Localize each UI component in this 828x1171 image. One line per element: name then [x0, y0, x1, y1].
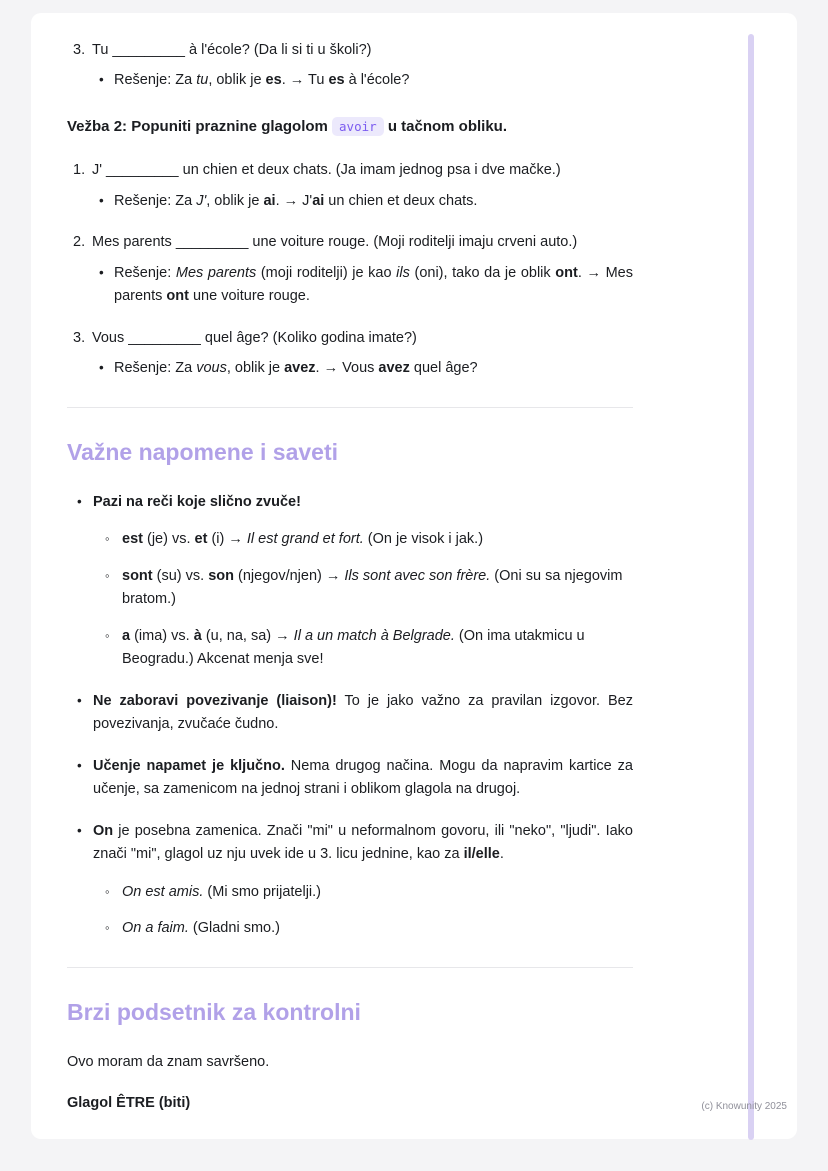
bullet-icon: •: [99, 192, 104, 208]
reminder-intro-text: Ovo moram da znam savršeno.: [67, 1053, 270, 1070]
note-row: [67, 755, 633, 802]
question-text: Vous _________ quel âge? (Koliko godina imate?): [92, 329, 417, 346]
bullet-icon: •: [77, 493, 82, 509]
question-text: Tu _________ à l'école? (Da li si ti u školi?): [92, 42, 372, 58]
bullet-icon: •: [99, 360, 104, 376]
list-number: 1.: [73, 162, 86, 179]
note-text: Ne zaboravi povezivanje (liaison)! To je jako važno za pravilan izgovor. Bez povezivanja, zvučaće čudno.: [93, 692, 633, 733]
question-text: Mes parents _________ une voiture rouge. (Moji roditelji imaju crveni auto.): [92, 234, 578, 251]
exercise2-heading: Vežba 2: Popuniti praznine glagolom avoir u tačnom obliku.: [67, 117, 508, 135]
solution-row: [67, 69, 633, 92]
note-row: [67, 820, 633, 867]
document-card: [31, 13, 797, 1139]
exercise1-item-3: [67, 39, 633, 93]
reminder-section-heading: Brzi podsetnik za kontrolni: [67, 998, 361, 1025]
exercise2-item-1: [67, 159, 633, 213]
section-divider: [67, 967, 633, 968]
note-liaison: [67, 690, 633, 737]
question-text: J' _________ un chien et deux chats. (Ja imam jednog psa i dve mačke.): [92, 162, 561, 179]
bullet-icon: •: [99, 72, 104, 88]
list-number: 3.: [73, 329, 86, 346]
note-row: [67, 690, 633, 737]
note-sub-row: [67, 881, 633, 904]
solution-text: Rešenje: Mes parents (moji roditelji) je kao ils (oni), tako da je oblik ont. → Mes parents ont une voiture rouge.: [114, 264, 633, 305]
note-sub-row: [67, 625, 633, 672]
note-sub-row: [67, 528, 633, 551]
circle-bullet-icon: ◦: [105, 627, 110, 643]
circle-bullet-icon: ◦: [105, 920, 110, 936]
question-row: [67, 39, 633, 62]
bullet-icon: •: [99, 264, 104, 280]
note-memorize: [67, 755, 633, 802]
exercise2-item-2: [67, 231, 633, 308]
note-sub-text: On a faim. (Gladni smo.): [122, 920, 280, 937]
note-sub-row: [67, 917, 633, 940]
question-row: [67, 327, 633, 350]
solution-text: Rešenje: Za vous, oblik je avez. → Vous avez quel âge?: [114, 360, 478, 377]
circle-bullet-icon: ◦: [105, 531, 110, 547]
note-sub-row: [67, 565, 633, 612]
note-sub-text: est (je) vs. et (i) → Il est grand et fort. (On je visok i jak.): [122, 531, 484, 548]
bullet-icon: •: [77, 757, 82, 773]
watermark: (c) Knowunity 2025: [701, 1101, 787, 1112]
circle-bullet-icon: ◦: [105, 567, 110, 583]
document-content: [67, 39, 633, 1134]
notes-section-heading: Važne napomene i saveti: [67, 438, 339, 465]
bullet-icon: •: [77, 822, 82, 838]
note-on-pronoun: [67, 820, 633, 941]
list-number: 3.: [73, 42, 86, 58]
solution-row: [67, 190, 633, 213]
bullet-icon: •: [77, 692, 82, 708]
question-row: [67, 159, 633, 182]
note-text: Učenje napamet je ključno. Nema drugog načina. Mogu da napravim kartice za učenje, sa zamenicom na jednoj strani i oblikom glagola na drugoj.: [93, 757, 633, 798]
scrollbar-thumb[interactable]: [748, 34, 754, 1140]
note-similar-words: [67, 491, 633, 672]
question-row: [67, 231, 633, 254]
solution-row: [67, 262, 633, 309]
list-number: 2.: [73, 234, 86, 251]
note-text: On je posebna zamenica. Znači "mi" u neformalnom govoru, ili "neko", "ljudi". Iako znači "mi", glagol uz nju uvek ide u 3. licu jednine, kao za il/elle.: [93, 822, 633, 863]
note-sub-text: On est amis. (Mi smo prijatelji.): [122, 883, 322, 900]
note-text: Pazi na reči koje slično zvuče!: [93, 493, 301, 510]
circle-bullet-icon: ◦: [105, 883, 110, 899]
section-divider: [67, 407, 633, 408]
etre-subheading: Glagol ÊTRE (biti): [67, 1095, 191, 1112]
note-sub-text: sont (su) vs. son (njegov/njen) → Ils sont avec son frère. (Oni su sa njegovim bratom.): [122, 567, 623, 608]
exercise2-item-3: [67, 327, 633, 381]
note-row: [67, 491, 633, 514]
note-sub-text: a (ima) vs. à (u, na, sa) → Il a un match à Belgrade. (On ima utakmicu u Beogradu.) Akcenat menja sve!: [122, 627, 585, 668]
solution-text: Rešenje: Za J', oblik je ai. → J'ai un chien et deux chats.: [114, 192, 478, 209]
solution-text: Rešenje: Za tu, oblik je es. → Tu es à l'école?: [114, 72, 410, 89]
solution-row: [67, 357, 633, 380]
